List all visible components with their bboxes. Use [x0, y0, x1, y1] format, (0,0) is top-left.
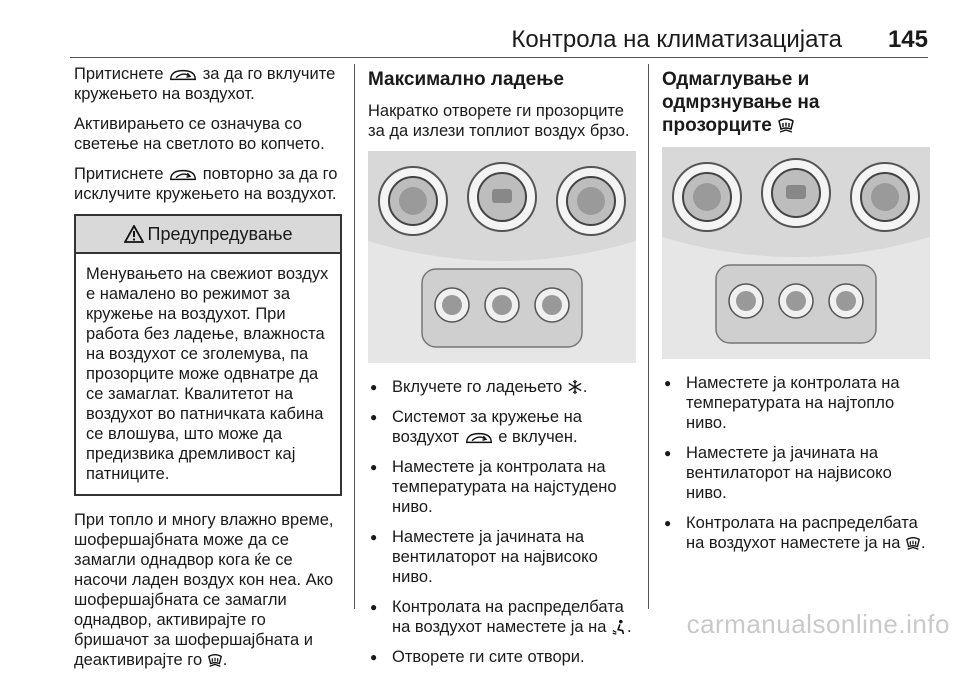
list-item: ● Наместете ја контролата на температурата на најстудено ниво. — [368, 457, 636, 517]
recirc-off-paragraph: Притиснете повторно за да го исклучите кружењето на воздухот. — [74, 165, 338, 203]
page-title: Контрола на климатизацијата — [511, 26, 842, 53]
header-rule — [70, 57, 928, 58]
list-item: ● Вклучете го ладењето . — [368, 377, 636, 397]
max-cooling-steps — [368, 377, 636, 667]
list-item: ● Системот за кружење на воздухот е вклучен. — [368, 407, 636, 447]
windscreen-defrost-icon — [777, 116, 795, 134]
column-3 — [662, 64, 930, 563]
column-1 — [74, 64, 342, 680]
column-divider-2 — [648, 64, 649, 609]
defrost-steps — [662, 373, 930, 553]
list-item: ● Отворете ги сите отвори. — [368, 647, 636, 667]
section-heading-defrost: Одмаглување и одмрзнување на прозорците — [662, 69, 820, 136]
list-item: ● Контролата на распределбата на воздухот наместете ја на . — [368, 597, 636, 637]
section-heading-max-cooling: Максимално ладење — [368, 69, 564, 90]
column-divider-1 — [354, 64, 355, 609]
windscreen-defrost-icon — [207, 652, 223, 668]
fogging-paragraph: При топло и многу влажно време, шофершајбната може да се замагли однадвор кога ќе се насочи ладен воздух кон неа. Ако шофершајбната се замагли однадвор, активирајте го бришачот за шофершајбната и деактивирајте го . — [74, 511, 334, 669]
indicator-paragraph: Активирањето се означува со светење на светлото во копчето. — [74, 115, 325, 153]
air-recirculation-icon — [168, 168, 198, 182]
air-recirculation-icon — [168, 68, 198, 82]
watermark-brand: carmanualsonline.info — [686, 609, 950, 639]
climate-control-illustration — [368, 151, 636, 363]
list-item: ● Наместете ја јачината на вентилаторот на највисоко ниво. — [662, 443, 930, 503]
warning-body: Менувањето на свежиот воздух е намалено во режимот за кружење на воздухот. При работа без ладење, влажноста на воздухот се зголемува, па прозорците може одвнатре да се замаглат. Квалитетот на воздухот во патничката кабина се влошува, што може да предизвика дремливост кај патниците. — [86, 265, 329, 483]
air-recirculation-icon — [464, 431, 494, 445]
list-item: ● Контролата на распределбата на воздухот наместете ја на . — [662, 513, 930, 553]
max-cooling-intro: Накратко отворете ги прозорците за да излези топлиот воздух брзо. — [368, 102, 630, 140]
column-2 — [368, 64, 636, 677]
list-item: ● Наместете ја јачината на вентилаторот на највисоко ниво. — [368, 527, 636, 587]
warning-box — [74, 214, 342, 496]
list-item: ● Наместете ја контролата на температурата на најтопло ниво. — [662, 373, 930, 433]
defrost-control-illustration — [662, 147, 930, 359]
recirc-on-paragraph: Притиснете за да го вклучите кружењето на воздухот. — [74, 65, 336, 103]
page-number: 145 — [887, 26, 928, 53]
warning-title: Предупредување — [147, 224, 293, 244]
page-header — [70, 22, 928, 58]
snowflake-icon — [567, 379, 583, 395]
warning-triangle-icon — [124, 225, 144, 243]
windscreen-defrost-icon — [905, 535, 921, 551]
warning-header — [76, 216, 340, 254]
air-to-feet-icon — [611, 619, 627, 635]
